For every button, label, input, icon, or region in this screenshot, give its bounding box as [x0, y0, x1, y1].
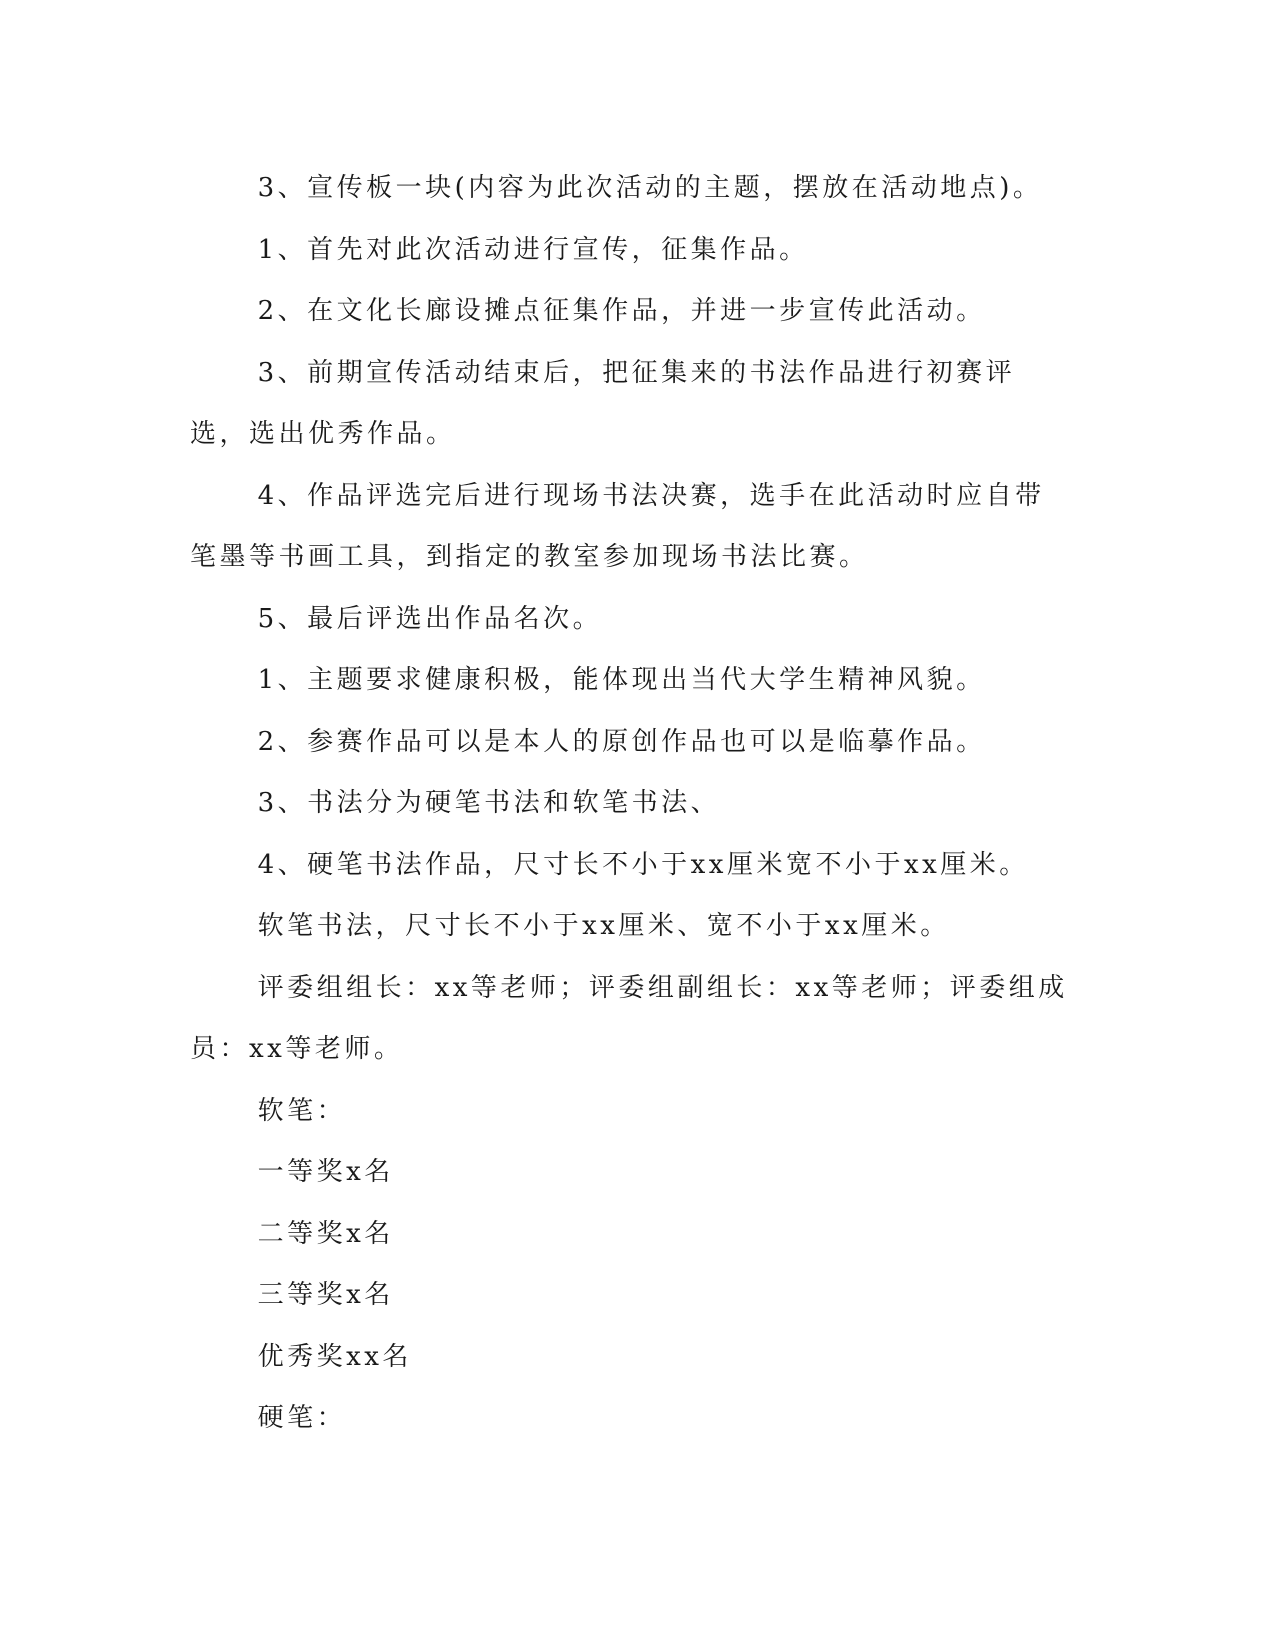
paragraph: 5、最后评选出作品名次。: [257, 603, 603, 634]
paragraph: 2、在文化长廊设摊点征集作品，并进一步宣传此活动。: [257, 296, 986, 326]
document-body: [190, 158, 1070, 1450]
paragraph: 三等奖x名: [257, 1280, 394, 1310]
paragraph: 评委组组长：xx等老师；评委组副组长：xx等老师；评委组成员：xx等老师。: [190, 972, 1068, 1064]
paragraph: 软笔：: [257, 1095, 347, 1126]
paragraph: 1、首先对此次活动进行宣传，征集作品。: [257, 234, 809, 265]
paragraph: 3、前期宣传活动结束后，把征集来的书法作品进行初赛评选，选出优秀作品。: [190, 357, 1016, 449]
paragraph: 硬笔：: [257, 1403, 347, 1433]
paragraph: 2、参赛作品可以是本人的原创作品也可以是临摹作品。: [257, 726, 986, 757]
paragraph: 1、主题要求健康积极，能体现出当代大学生精神风貌。: [257, 665, 986, 695]
paragraph: 3、宣传板一块(内容为此次活动的主题，摆放在活动地点)。: [257, 173, 1043, 203]
paragraph: 一等奖x名: [257, 1157, 394, 1187]
paragraph: 优秀奖xx名: [257, 1341, 412, 1372]
paragraph: 4、作品评选完后进行现场书法决赛，选手在此活动时应自带笔墨等书画工具，到指定的教室参加现场书法比赛。: [190, 480, 1045, 572]
paragraph: 二等奖x名: [257, 1218, 394, 1249]
paragraph: 4、硬笔书法作品，尺寸长不小于xx厘米宽不小于xx厘米。: [257, 849, 1029, 880]
paragraph: 3、书法分为硬笔书法和软笔书法、: [257, 788, 721, 818]
paragraph: 软笔书法，尺寸长不小于xx厘米、宽不小于xx厘米。: [257, 911, 950, 941]
